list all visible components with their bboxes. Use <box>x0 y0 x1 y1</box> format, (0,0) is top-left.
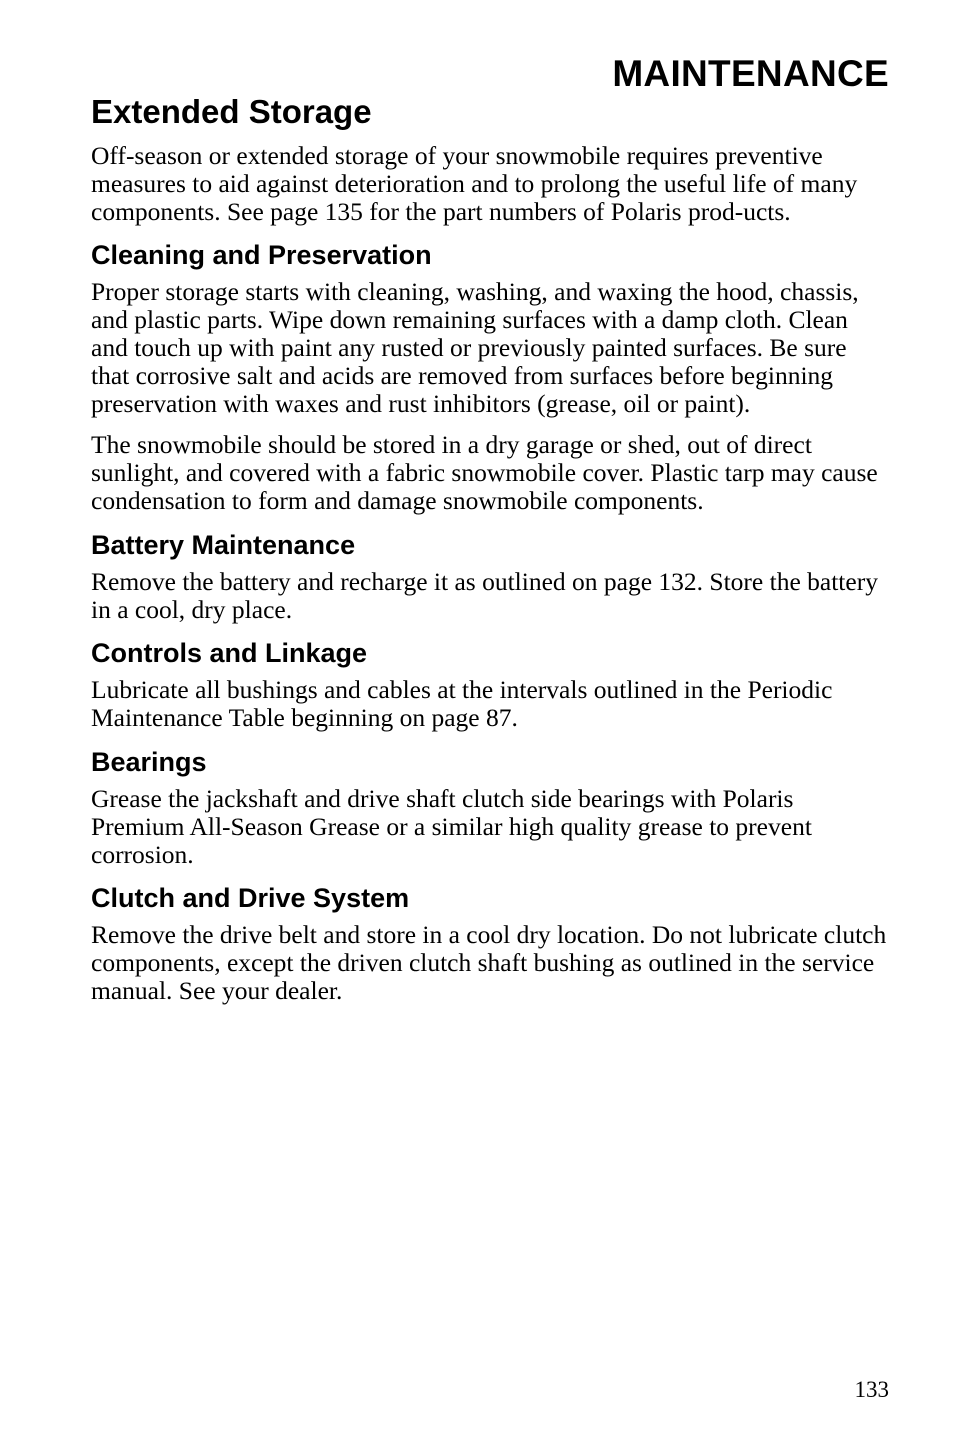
page-number: 133 <box>854 1377 889 1402</box>
subsection-bearings <box>91 746 889 868</box>
subsection-heading: Bearings <box>91 746 207 777</box>
subsection-paragraph: Lubricate all bushings and cables at the intervals outlined in the Periodic Maintenance Table beginning on page 87. <box>91 675 833 733</box>
intro-paragraph: Off-season or extended storage of your snowmobile requires preventive measures to aid against deterioration and to prolong the useful life of many components. See page 135 for the part numbers of Polaris prod-ucts. <box>91 141 858 226</box>
subsection-paragraph: Proper storage starts with cleaning, washing, and waxing the hood, chassis, and plastic parts. Wipe down remaining surfaces with a damp cloth. Clean and touch up with paint any rusted or previously painted surfaces. Be sure that corrosive salt and acids are removed from surfaces before beginning preservation with waxes and rust inhibitors (grease, oil or paint). <box>91 277 859 418</box>
page-content <box>91 142 889 1019</box>
subsection-heading: Cleaning and Preservation <box>91 240 432 271</box>
chapter-header: MAINTENANCE <box>612 53 889 94</box>
subsection-cleaning-and-preservation <box>91 239 889 514</box>
subsection-heading: Clutch and Drive System <box>91 883 410 914</box>
subsection-paragraph: Remove the drive belt and store in a cool dry location. Do not lubricate clutch components, except the driven clutch shaft bushing as outlined in the service manual. See your dealer. <box>91 920 887 1005</box>
subsection-paragraph: Remove the battery and recharge it as outlined on page 132. Store the battery in a cool, dry place. <box>91 566 878 624</box>
subsection-clutch-and-drive-system <box>91 882 889 1004</box>
subsection-paragraph: The snowmobile should be stored in a dry garage or shed, out of direct sunlight, and covered with a fabric snowmobile cover. Plastic tarp may cause condensation to form and damage snowmobile components. <box>91 430 878 515</box>
subsection-paragraph: Grease the jackshaft and drive shaft clutch side bearings with Polaris Premium All-Season Grease or a similar high quality grease to prevent corrosion. <box>91 783 812 869</box>
manual-page <box>91 0 889 1454</box>
subsection-battery-maintenance <box>91 529 889 624</box>
subsection-heading: Controls and Linkage <box>91 638 368 669</box>
subsection-heading: Battery Maintenance <box>91 529 356 560</box>
subsection-controls-and-linkage <box>91 637 889 732</box>
section-title: Extended Storage <box>91 93 372 130</box>
